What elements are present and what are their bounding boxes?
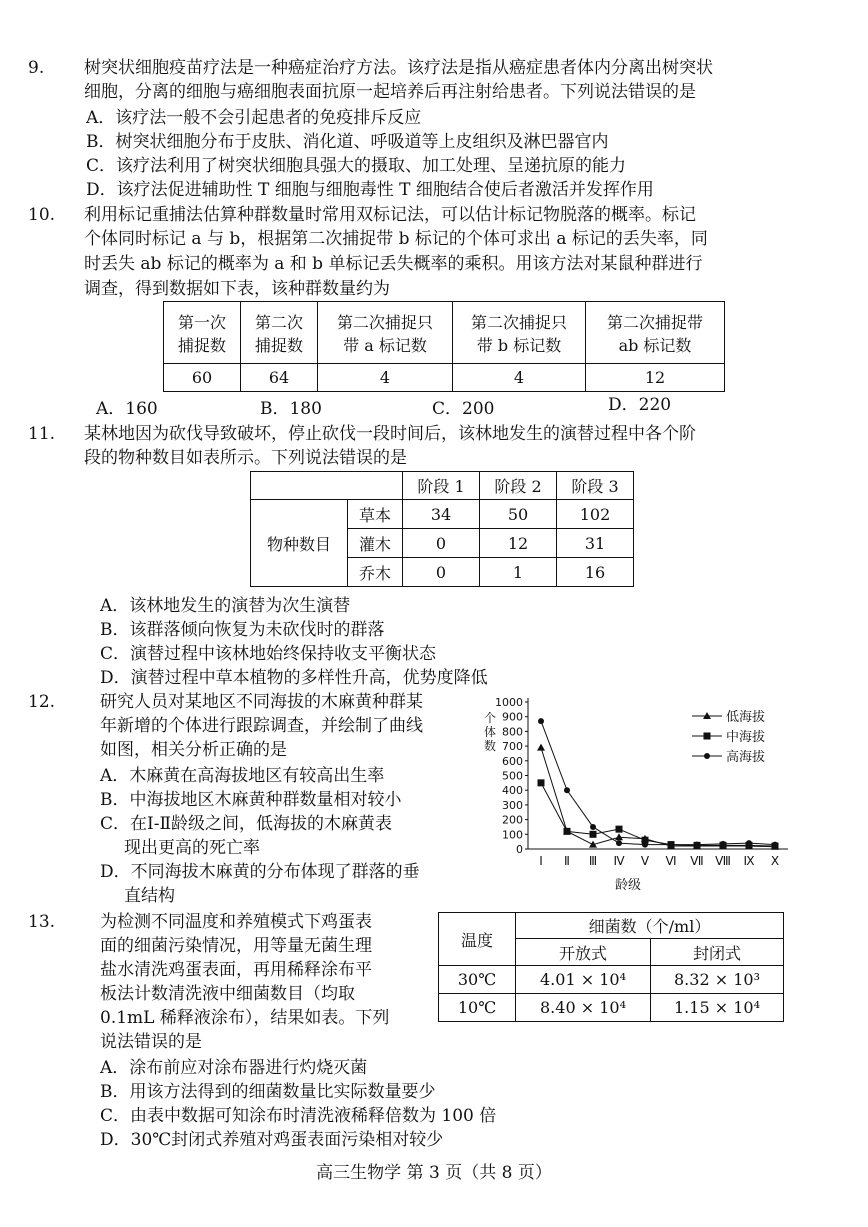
q13-open-value: 4.01 × 10⁴ bbox=[516, 966, 651, 994]
data-point-triangle bbox=[537, 744, 545, 751]
q10-value: 12 bbox=[586, 364, 725, 392]
q13-stem-line: 为检测不同温度和养殖模式下鸡蛋表 bbox=[100, 912, 372, 932]
q13-option-d: D．30℃封闭式养殖对鸡蛋表面污染相对较少 bbox=[100, 1130, 444, 1150]
q13-option-a: A．涂布前应对涂布器进行灼烧灭菌 bbox=[100, 1058, 368, 1078]
x-tick-label: Ⅴ bbox=[640, 854, 650, 868]
data-point-circle bbox=[538, 718, 544, 724]
q9-option-c: C．该疗法利用了树突状细胞具强大的摄取、加工处理、呈递抗原的能力 bbox=[86, 156, 627, 176]
page-footer: 高三生物学 第 3 页（共 8 页） bbox=[316, 1163, 552, 1183]
q13-header-open: 开放式 bbox=[516, 939, 651, 966]
q11-value: 34 bbox=[403, 500, 480, 529]
q10-value: 4 bbox=[318, 364, 453, 392]
q13-stem-line: 盐水清洗鸡蛋表面，再用稀释涂布平 bbox=[100, 960, 372, 980]
y-axis-label: 个 bbox=[483, 711, 497, 725]
q9-option-a: A．该疗法一般不会引起患者的免疫排斥反应 bbox=[86, 108, 422, 128]
q10-stem-line: 利用标记重捕法估算种群数量时常用双标记法，可以估计标记物脱落的概率。标记 bbox=[84, 205, 696, 225]
series-line-square bbox=[541, 783, 775, 846]
q11-option-b: B．该群落倾向恢复为未砍伐时的群落 bbox=[100, 620, 385, 640]
q12-line-chart bbox=[470, 692, 800, 902]
legend-label: 高海拔 bbox=[726, 750, 766, 765]
q9-option-b: B．树突状细胞分布于皮肤、消化道、呼吸道等上皮组织及淋巴器官内 bbox=[86, 132, 609, 152]
y-tick-label: 800 bbox=[502, 725, 523, 739]
q10-header-first-capture: 第一次 捕捉数 bbox=[164, 302, 241, 364]
q11-option-c: C．演替过程中该林地始终保持收支平衡状态 bbox=[100, 644, 437, 664]
data-point-circle bbox=[616, 840, 622, 846]
q13-open-value: 8.40 × 10⁴ bbox=[516, 994, 651, 1022]
q11-plant-type: 草本 bbox=[348, 500, 403, 529]
y-axis-label: 数 bbox=[483, 739, 497, 753]
q11-value: 31 bbox=[557, 529, 634, 558]
data-point-circle bbox=[694, 842, 700, 848]
q13-header-closed: 封闭式 bbox=[651, 939, 784, 966]
q12-option-b: B．中海拔地区木麻黄种群数量相对较小 bbox=[100, 790, 402, 810]
q13-stem-line: 说法错误的是 bbox=[100, 1032, 202, 1052]
y-tick-label: 700 bbox=[502, 740, 523, 754]
data-point-circle bbox=[668, 842, 674, 848]
data-point-square bbox=[538, 779, 545, 786]
y-tick-label: 300 bbox=[502, 798, 523, 812]
y-tick-label: 100 bbox=[502, 828, 523, 842]
q10-value: 4 bbox=[453, 364, 586, 392]
q11-value: 0 bbox=[403, 558, 480, 587]
q13-table bbox=[438, 912, 784, 1022]
q13-stem-line: 0.1mL 稀释液涂布），结果如表。下列 bbox=[100, 1008, 390, 1028]
y-tick-label: 900 bbox=[502, 710, 523, 724]
q10-header-a-mark: 第二次捕捉只 带 a 标记数 bbox=[318, 302, 453, 364]
q11-stem-line: 段的物种数目如表所示。下列说法错误的是 bbox=[84, 448, 407, 468]
q10-header-second-capture: 第二次 捕捉数 bbox=[241, 302, 318, 364]
y-tick-label: 200 bbox=[502, 813, 523, 827]
q12-option-d-cont: 直结构 bbox=[124, 886, 175, 906]
data-point-triangle bbox=[615, 833, 623, 840]
legend-label: 中海拔 bbox=[726, 730, 766, 745]
q13-closed-value: 1.15 × 10⁴ bbox=[651, 994, 784, 1022]
q11-value: 0 bbox=[403, 529, 480, 558]
q10-option-d: D．220 bbox=[608, 395, 672, 415]
legend-label: 低海拔 bbox=[726, 710, 766, 725]
x-tick-label: Ⅲ bbox=[588, 854, 598, 868]
y-axis-label: 体 bbox=[483, 725, 497, 739]
q10-number: 10. bbox=[28, 205, 56, 225]
y-tick-label: 1000 bbox=[495, 696, 523, 709]
q10-option-b: B．180 bbox=[260, 399, 322, 419]
data-point-square bbox=[704, 733, 711, 740]
q13-stem-line: 面的细菌污染情况，用等量无菌生理 bbox=[100, 936, 372, 956]
q11-plant-type: 乔木 bbox=[348, 558, 403, 587]
q10-header-ab-mark: 第二次捕捉带 ab 标记数 bbox=[586, 302, 725, 364]
q11-plant-type: 灌木 bbox=[348, 529, 403, 558]
data-point-square bbox=[590, 831, 597, 838]
q13-temp: 10℃ bbox=[439, 994, 516, 1022]
x-tick-label: Ⅶ bbox=[690, 854, 704, 868]
data-point-circle bbox=[704, 753, 710, 759]
q11-stage-header: 阶段 2 bbox=[480, 472, 557, 500]
q10-header-b-mark: 第二次捕捉只 带 b 标记数 bbox=[453, 302, 586, 364]
q11-corner-cell bbox=[251, 472, 403, 500]
q12-option-a: A．木麻黄在高海拔地区有较高出生率 bbox=[100, 766, 385, 786]
q11-stage-header: 阶段 3 bbox=[557, 472, 634, 500]
x-tick-label: Ⅱ bbox=[564, 854, 570, 868]
q13-option-b: B．用该方法得到的细菌数量比实际数量要少 bbox=[100, 1082, 436, 1102]
data-point-circle bbox=[746, 840, 752, 846]
q9-option-d: D．该疗法促进辅助性 T 细胞与细胞毒性 T 细胞结合使后者激活并发挥作用 bbox=[86, 180, 654, 200]
q9-stem-line: 细胞，分离的细胞与癌细胞表面抗原一起培养后再注射给患者。下列说法错误的是 bbox=[84, 82, 696, 102]
q11-value: 102 bbox=[557, 500, 634, 529]
q13-stem-line: 板法计数清洗液中细菌数目（均取 bbox=[100, 984, 355, 1004]
q10-stem-line: 个体同时标记 a 与 b，根据第二次捕捉带 b 标记的个体可求出 a 标记的丢失率，同 bbox=[84, 229, 708, 249]
q10-stem-line: 时丢失 ab 标记的概率为 a 和 b 单标记丢失概率的乘积。用该方法对某鼠种群进行 bbox=[84, 254, 703, 274]
q11-table bbox=[250, 471, 634, 587]
data-point-square bbox=[616, 826, 623, 833]
y-tick-label: 0 bbox=[516, 843, 523, 856]
x-tick-label: Ⅹ bbox=[770, 854, 780, 868]
q13-temp: 30℃ bbox=[439, 966, 516, 994]
q10-table bbox=[163, 301, 725, 392]
q11-option-a: A．该林地发生的演替为次生演替 bbox=[100, 596, 351, 616]
q12-stem-line: 年新增的个体进行跟踪调查，并绘制了曲线 bbox=[100, 716, 423, 736]
y-tick-label: 400 bbox=[502, 784, 523, 798]
q10-option-a: A．160 bbox=[96, 399, 158, 419]
q11-value: 50 bbox=[480, 500, 557, 529]
data-point-circle bbox=[642, 842, 648, 848]
q11-value: 16 bbox=[557, 558, 634, 587]
y-tick-label: 600 bbox=[502, 754, 523, 768]
q12-stem-line: 研究人员对某地区不同海拔的木麻黄种群某 bbox=[100, 692, 423, 712]
q12-option-c: C．在Ⅰ-Ⅱ龄级之间，低海拔的木麻黄表 bbox=[100, 814, 393, 834]
q10-value: 60 bbox=[164, 364, 241, 392]
q11-value: 12 bbox=[480, 529, 557, 558]
data-point-circle bbox=[720, 841, 726, 847]
x-axis-label: 龄级 bbox=[614, 878, 642, 893]
q11-option-d: D．演替过程中草本植物的多样性升高，优势度降低 bbox=[100, 668, 488, 688]
data-point-circle bbox=[564, 787, 570, 793]
data-point-circle bbox=[590, 824, 596, 830]
q11-value: 1 bbox=[480, 558, 557, 587]
q10-stem-line: 调查，得到数据如下表，该种群数量约为 bbox=[84, 279, 390, 299]
q12-number: 12. bbox=[28, 692, 56, 712]
q11-stage-header: 阶段 1 bbox=[403, 472, 480, 500]
q13-header-bacteria: 细菌数（个/ml） bbox=[516, 913, 784, 939]
q10-value: 64 bbox=[241, 364, 318, 392]
x-tick-label: Ⅷ bbox=[715, 854, 731, 868]
x-tick-label: Ⅳ bbox=[613, 854, 625, 868]
x-tick-label: Ⅰ bbox=[539, 854, 543, 868]
q13-number: 13. bbox=[28, 912, 56, 932]
x-tick-label: Ⅵ bbox=[665, 854, 677, 868]
q12-option-d: D．不同海拔木麻黄的分布体现了群落的垂 bbox=[100, 862, 420, 882]
q9-stem-line: 树突状细胞疫苗疗法是一种癌症治疗方法。该疗法是指从癌症患者体内分离出树突状 bbox=[84, 58, 713, 78]
q11-stem-line: 某林地因为砍伐导致破坏，停止砍伐一段时间后，该林地发生的演替过程中各个阶 bbox=[84, 424, 696, 444]
y-tick-label: 500 bbox=[502, 769, 523, 783]
q12-option-c-cont: 现出更高的死亡率 bbox=[124, 838, 260, 858]
q12-stem-line: 如图，相关分析正确的是 bbox=[100, 740, 287, 760]
data-point-circle bbox=[772, 842, 778, 848]
q9-number: 9. bbox=[28, 58, 45, 78]
x-tick-label: Ⅸ bbox=[743, 854, 755, 868]
data-point-square bbox=[564, 828, 571, 835]
q11-number: 11. bbox=[28, 424, 56, 444]
q10-option-c: C．200 bbox=[432, 399, 495, 419]
q13-closed-value: 8.32 × 10³ bbox=[651, 966, 784, 994]
q13-option-c: C．由表中数据可知涂布时清洗液稀释倍数为 100 倍 bbox=[100, 1106, 497, 1126]
q13-header-temp: 温度 bbox=[439, 913, 516, 966]
q11-row-label: 物种数目 bbox=[251, 500, 348, 587]
